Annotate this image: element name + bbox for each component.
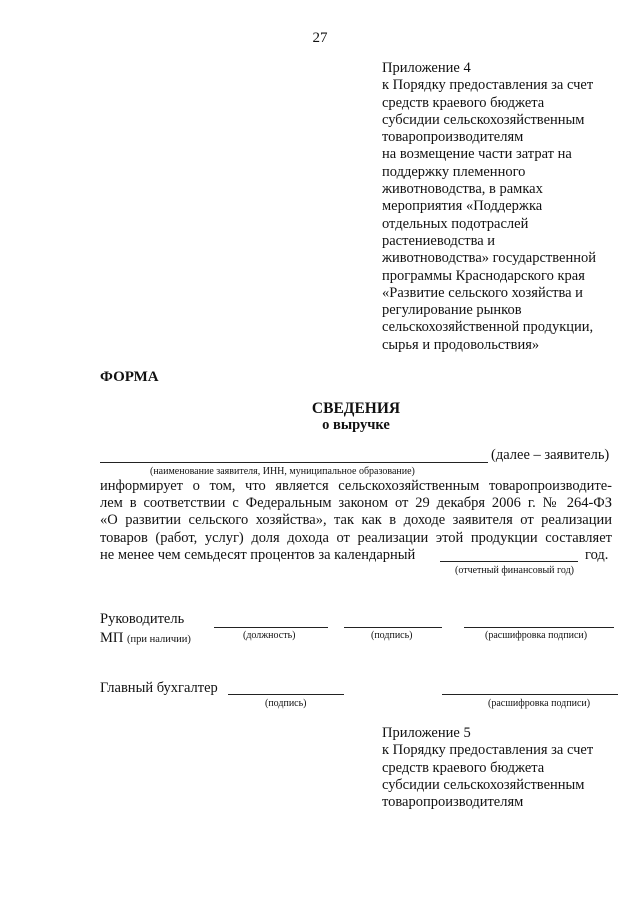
appendix-line: субсидии сельскохозяйственным [382,111,585,128]
reporting-year-field[interactable] [440,561,578,562]
accountant-decode-field[interactable] [442,694,618,695]
appendix-line: к Порядку предоставления за счет [382,742,594,759]
appendix-line: на возмещение части затрат на [382,146,572,163]
accountant-label: Главный бухгалтер [100,680,218,696]
appendix-line: животноводства, в рамках [382,181,543,198]
mp-note: (при наличии) [127,634,191,645]
body-line: «О развитии сельского хозяйства», так как в доходе заявителя от реализации [100,512,612,529]
body-line: товаров (работ, услуг) доля дохода от реализации этой продукции составляет [100,529,612,546]
year-caption: (отчетный финансовый год) [455,565,575,576]
body-line: лем в соответствии с Федеральным законом от 29 декабря 2006 г. № 264-ФЗ [100,495,612,512]
appendix-line: сельскохозяйственной продукции, [382,319,594,336]
page-number: 27 [312,30,328,46]
appendix-line: регулирование рынков [382,302,522,319]
appendix-line: Приложение 5 [382,725,471,741]
head-signature-caption: (подпись) [371,630,413,641]
appendix-line: отдельных подотраслей [382,215,529,232]
accountant-signature-caption: (подпись) [265,698,307,709]
appendix-line: «Развитие сельского хозяйства и [382,284,583,301]
appendix-line: средств краевого бюджета [382,759,545,776]
appendix-line: к Порядку предоставления за счет [382,77,594,94]
appendix-line: Приложение 4 [382,60,471,76]
appendix-line: поддержку племенного [382,163,526,180]
applicant-caption: (наименование заявителя, ИНН, муниципальное образование) [150,466,415,477]
head-signature-field[interactable] [344,627,442,628]
document-subtitle: о выручке [322,417,390,433]
appendix-line: растениеводства и [382,232,496,249]
appendix-5-block [382,725,632,811]
document-title: СВЕДЕНИЯ [311,400,401,417]
head-label: Руководитель [100,611,185,627]
form-label: ФОРМА [100,369,159,385]
accountant-decode-caption: (расшифровка подписи) [488,698,591,709]
accountant-signature-field[interactable] [228,694,344,695]
appendix-line: животноводства» государственной [382,250,596,267]
applicant-name-field[interactable] [100,462,488,463]
body-line: не менее чем семьдесят процентов за календарный [100,547,416,563]
position-field[interactable] [214,627,328,628]
appendix-line: сырья и продовольствия» [382,336,540,353]
appendix-line: мероприятия «Поддержка [382,198,543,215]
appendix-line: субсидии сельскохозяйственным [382,776,585,793]
appendix-4-block [382,60,632,354]
appendix-line: товаропроизводителям [382,794,524,811]
appendix-line: программы Краснодарского края [382,267,585,284]
body-paragraph [100,478,612,547]
mp-text: МП [100,630,124,646]
mp-label [100,630,191,647]
position-caption: (должность) [243,630,296,641]
body-line: информирует о том, что является сельскохозяйственным товаропроизводите- [100,478,612,494]
appendix-line: средств краевого бюджета [382,94,545,111]
applicant-suffix: (далее – заявитель) [491,447,610,463]
year-suffix: год. [585,547,609,563]
appendix-line: товаропроизводителям [382,129,524,146]
head-decode-field[interactable] [464,627,614,628]
head-decode-caption: (расшифровка подписи) [485,630,588,641]
